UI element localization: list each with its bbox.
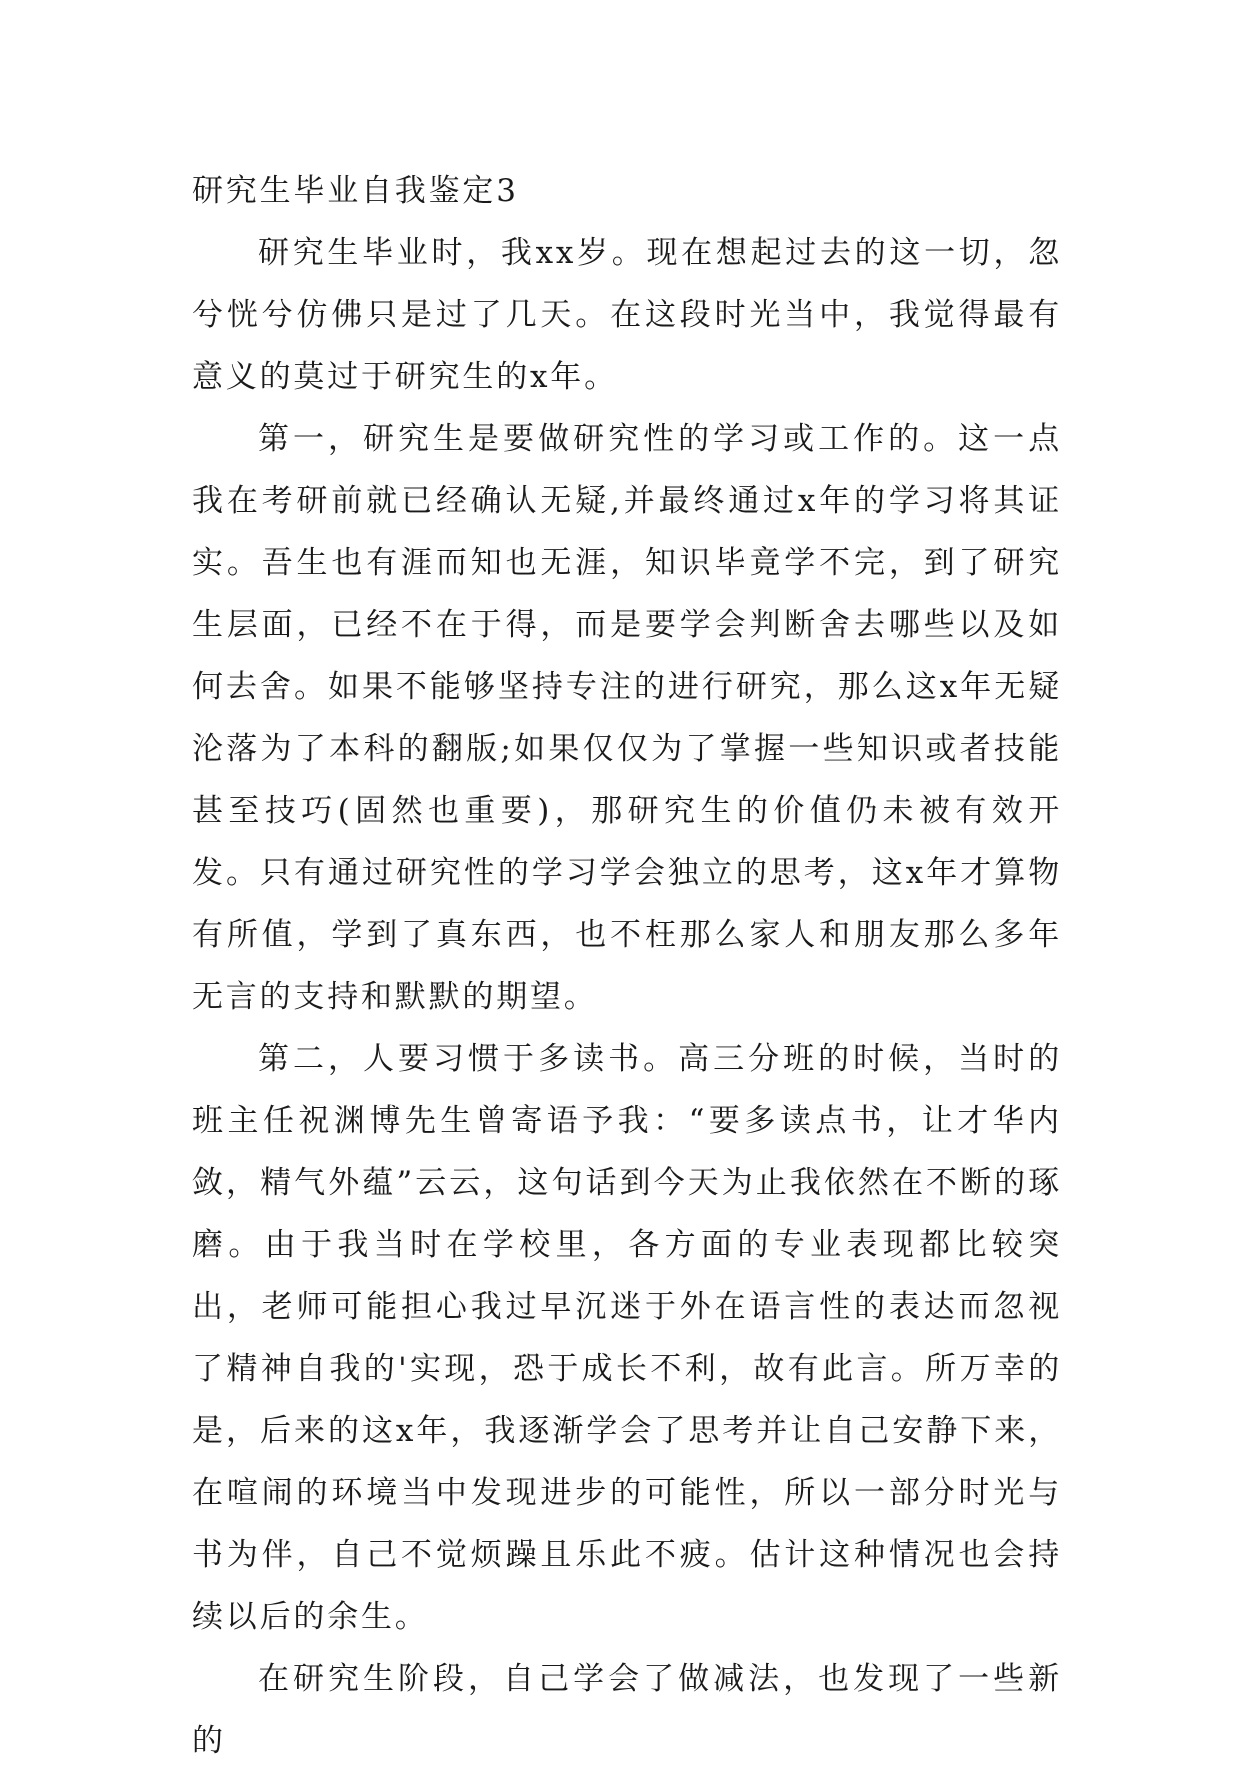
paragraph-second-point: 第二，人要习惯于多读书。高三分班的时候，当时的班主任祝渊博先生曾寄语予我：“要多读点书，让才华内敛，精气外蕴”云云，这句话到今天为止我依然在不断的琢磨。由于我当时在学校里，各方面的专业表现都比较突出，老师可能担心我过早沉迷于外在语言性的表达而忽视了精神自我的'实现，恐于成长不利，故有此言。所万幸的是，后来的这x年，我逐渐学会了思考并让自己安静下来，在喧闹的环境当中发现进步的可能性，所以一部分时光与书为伴，自己不觉烦躁且乐此不疲。估计这种情况也会持续以后的余生。 [192, 1041, 1062, 1635]
document-body [192, 160, 1062, 1772]
paragraph-graduate-stage: 在研究生阶段，自己学会了做减法，也发现了一些新的 [192, 1661, 1062, 1759]
document-title: 研究生毕业自我鉴定3 [192, 173, 519, 209]
paragraph-intro: 研究生毕业时，我xx岁。现在想起过去的这一切，忽兮恍兮仿佛只是过了几天。在这段时光当中，我觉得最有意义的莫过于研究生的x年。 [192, 235, 1062, 395]
paragraph-first-point: 第一，研究生是要做研究性的学习或工作的。这一点我在考研前就已经确认无疑,并最终通过x年的学习将其证实。吾生也有涯而知也无涯，知识毕竟学不完，到了研究生层面，已经不在于得，而是要学会判断舍去哪些以及如何去舍。如果不能够坚持专注的进行研究，那么这x年无疑沦落为了本科的翻版;如果仅仅为了掌握一些知识或者技能甚至技巧(固然也重要)，那研究生的价值仍未被有效开发。只有通过研究性的学习学会独立的思考，这x年才算物有所值，学到了真东西，也不枉那么家人和朋友那么多年无言的支持和默默的期望。 [192, 421, 1062, 1015]
